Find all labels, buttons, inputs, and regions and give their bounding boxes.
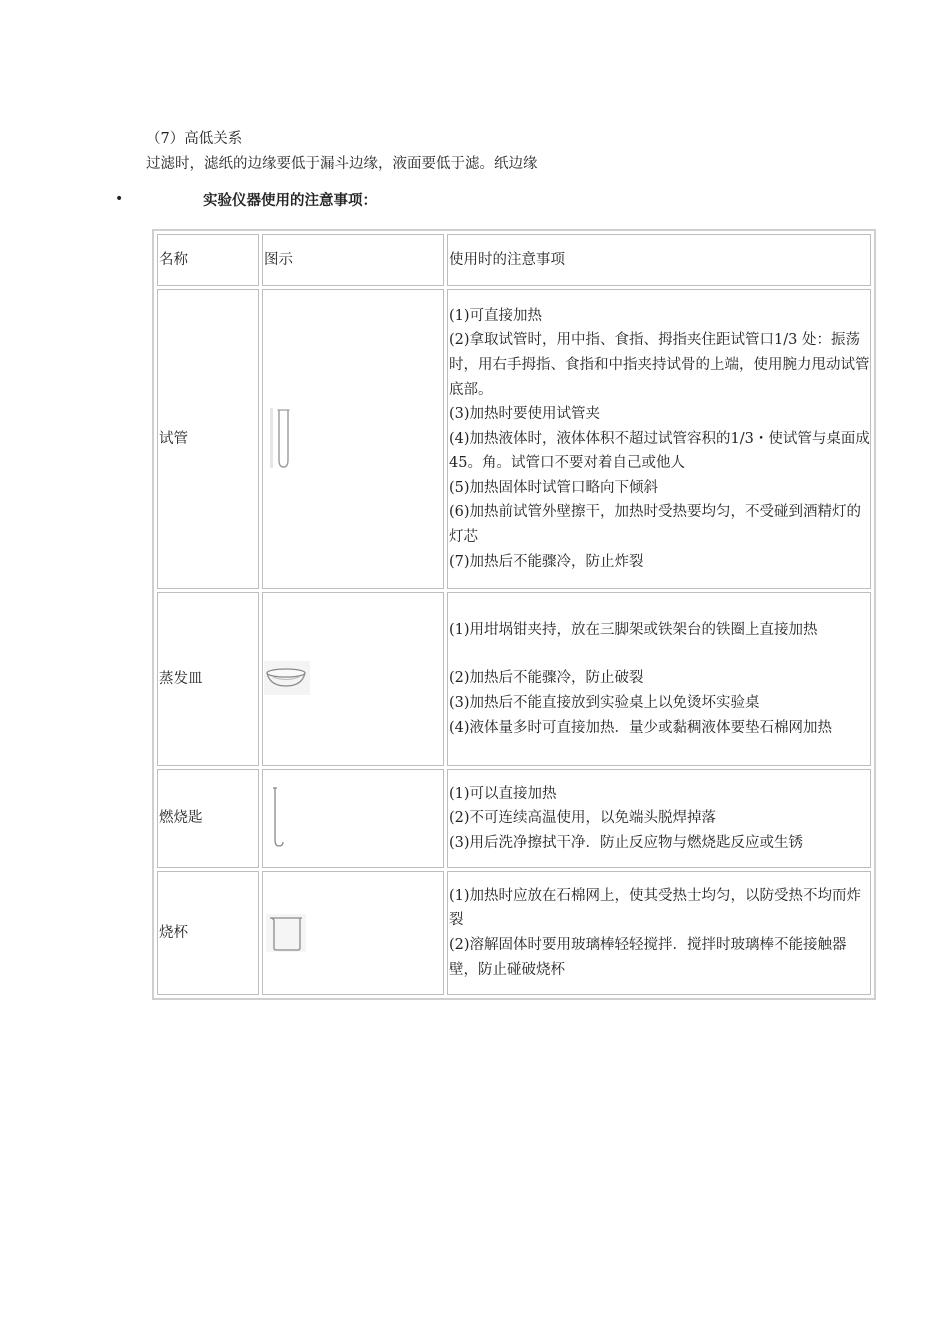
evaporating-dish-icon	[264, 659, 314, 699]
instrument-notes	[447, 289, 871, 589]
table-header-row	[157, 234, 871, 286]
note-spacer	[449, 642, 870, 666]
instrument-name: 蒸发皿	[157, 592, 259, 766]
test-tube-icon	[268, 404, 298, 474]
note-item: (1)可以直接加热	[449, 785, 557, 802]
instrument-name: 燃烧匙	[157, 769, 259, 868]
combustion-spoon-icon	[267, 784, 291, 854]
note-item: (2)加热后不能骤冷，防止破裂	[449, 670, 644, 687]
note-item: (5)加热固体时试管口略向下倾斜	[449, 479, 659, 496]
instrument-figure	[262, 871, 444, 995]
note-item: (4)液体量多时可直接加热．量少或黏稠液体要垫石棉网加热	[449, 719, 833, 736]
note-item: (2)拿取试管时，用中指、食指、拇指夹住距试管口1/3 处：振荡时，用右手拇指、食指和中指夹持试骨的上端，使用腕力甩动试管底部。	[449, 332, 870, 398]
note-item: (2)不可连续高温使用，以免端头脱焊掉落	[449, 810, 717, 827]
note-item: (3)加热时要使用试管夹	[449, 406, 601, 423]
table-row	[157, 289, 871, 589]
instrument-figure	[262, 769, 444, 868]
note-item: (3)用后洗净擦拭干净．防止反应物与燃烧匙反应或生锈	[449, 834, 804, 851]
header-name: 名称	[157, 234, 259, 286]
table-row	[157, 592, 871, 766]
instrument-notes-heading: 实验仪器使用的注意事项：	[203, 193, 377, 209]
instrument-notes	[447, 592, 871, 766]
table-row	[157, 769, 871, 868]
bullet-marker: •	[115, 191, 124, 207]
header-notes: 使用时的注意事项	[447, 234, 871, 286]
note-item: (1)可直接加热	[449, 307, 543, 324]
section-body: 过滤时，滤纸的边缘要低于漏斗边缘，液面要低于滤。纸边缘	[146, 156, 538, 172]
note-item: (1)用坩埚钳夹持，放在三脚架或铁架台的铁圈上直接加热	[449, 621, 818, 638]
header-figure: 图示	[262, 234, 444, 286]
instrument-figure	[262, 289, 444, 589]
note-item: (1)加热时应放在石棉网上，使其受热士均匀，以防受热不均而炸裂	[449, 887, 862, 929]
beaker-icon	[264, 908, 310, 958]
instrument-name: 烧杯	[157, 871, 259, 995]
table-row	[157, 871, 871, 995]
note-item: (7)加热后不能骤冷，防止炸裂	[449, 553, 644, 570]
instrument-notes	[447, 871, 871, 995]
instrument-name: 试管	[157, 289, 259, 589]
note-item: (4)加热液体时，液体体积不超过试管容积的1/3・使试管与桌面成45。角。试管口不要对着自己或他人	[449, 430, 870, 472]
instrument-figure	[262, 592, 444, 766]
note-item: (2)溶解固体时要用玻璃棒轻轻搅拌．搅拌时玻璃棒不能接触器壁，防止碰破烧杯	[449, 937, 847, 978]
note-item: (3)加热后不能直接放到实验桌上以免烫坏实验桌	[449, 695, 760, 711]
section-title: （7）高低关系	[146, 131, 243, 147]
instrument-notes	[447, 769, 871, 868]
note-item: (6)加热前试管外壁擦干，加热时受热要均匀，不受碰到酒精灯的灯芯	[449, 504, 862, 546]
instrument-table	[152, 229, 876, 1000]
